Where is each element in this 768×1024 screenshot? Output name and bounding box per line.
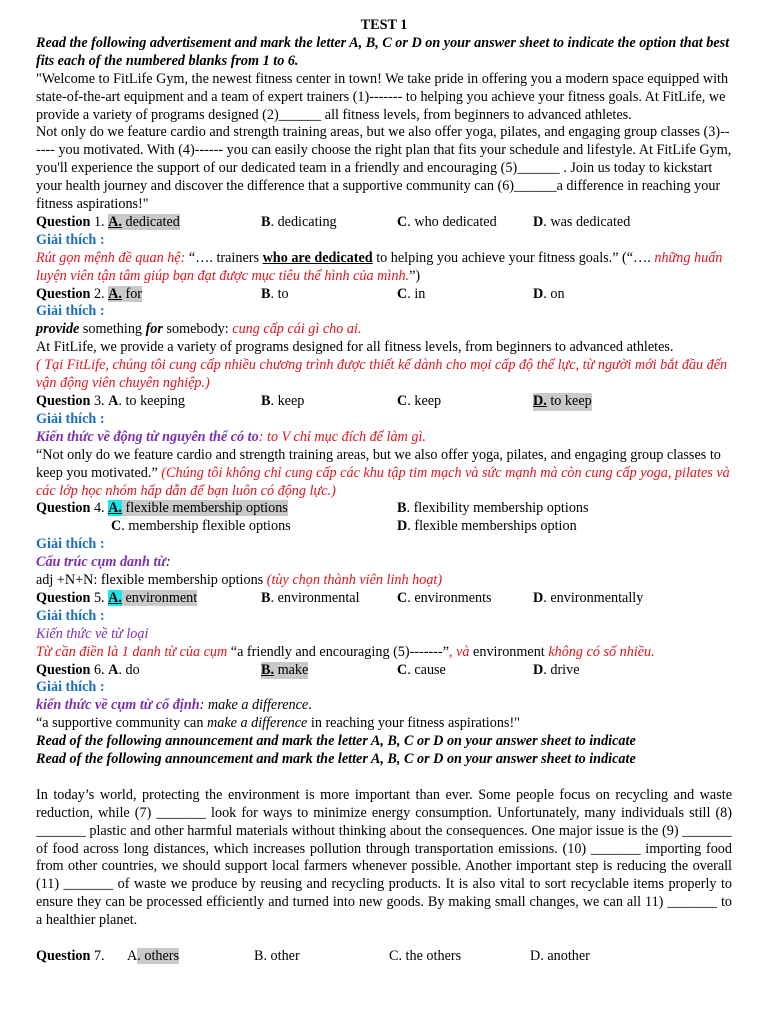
explanation-heading: Giải thích : [36, 679, 105, 696]
question-1: Question 1. A. dedicated B. dedicating C. who dedicated D. was dedicated [36, 213, 631, 230]
option-c[interactable]: C. keep [397, 393, 442, 409]
question-7: Question 7. A. others B. other C. the others D. another [36, 947, 590, 964]
explanation-heading: Giải thích : [36, 536, 105, 553]
option-a[interactable]: A. others [127, 947, 180, 964]
option-a[interactable]: A. for [108, 285, 143, 302]
test-title: TEST 1 [360, 17, 408, 33]
option-b[interactable]: B. dedicating [261, 213, 337, 230]
q6-explanation-rule: kiến thức về cụm từ cố định: make a difference. [36, 697, 312, 714]
explanation-heading: Giải thích : [36, 231, 105, 248]
option-b[interactable]: B. flexibility membership options [397, 500, 589, 517]
option-a[interactable]: A. dedicated [108, 213, 180, 230]
question-5: Question 5. A. environment B. environmental C. environments D. environmentally [36, 589, 644, 606]
q5-explanation-heading: Kiến thức về từ loại [36, 625, 149, 642]
passage-1-para-1: "Welcome to FitLife Gym, the newest fitness center in town! We take pride in offering you a modern space equipped with state-of-the-art equipment and a team of expert trainers (1)------- to helping you achieve your fitness goals. At FitLife, we provide a variety of programs designed (2)______ all fitness levels, from beginners to advanced athletes. [36, 70, 729, 123]
option-a[interactable]: A. to keeping [108, 393, 185, 409]
passage-1-para-2: Not only do we feature cardio and strength training areas, but we also offer yoga, pilates, and engaging group classes (3)------ you motivated. With (4)------ you can easily choose the right plan that fits your schedule and lifestyle. At FitLife Gym, you'll experience the support of our dedicated team in a friendly and encouraging (5)______ . Join us today to kickstart your health journey and discover the difference that a supportive community can (6)______a difference in reaching your fitness aspirations!" [36, 124, 732, 213]
option-c[interactable]: C. who dedicated [397, 213, 497, 230]
option-c[interactable]: C. cause [397, 661, 446, 678]
option-b[interactable]: B. to [261, 285, 289, 302]
question-2: Question 2. A. for B. to C. in D. on [36, 285, 565, 302]
option-a[interactable]: A. do [108, 661, 140, 678]
option-b[interactable]: B. other [254, 947, 300, 964]
question-6: Question 6. A. do B. make C. cause D. drive [36, 661, 580, 678]
option-d[interactable]: D. environmentally [533, 589, 644, 606]
q4-explanation-heading: Cấu trúc cụm danh từ: [36, 554, 171, 571]
q3-explanation-text: “Not only do we feature cardio and strength training areas, but we also offer yoga, pilates, and engaging group classes to keep you motivated.” (Chúng tôi không chỉ cung cấp các khu tập tim mạch và sức mạnh mà còn cung cấp yoga, pilates và các lớp học nhóm hấp dẫn để bạn luôn có động lực.) [36, 446, 730, 499]
option-d[interactable]: D. flexible memberships option [397, 518, 577, 535]
option-d[interactable]: D. drive [533, 661, 580, 678]
q2-explanation-english: At FitLife, we provide a variety of programs designed for all fitness levels, from beginners to advanced athletes. [36, 339, 674, 356]
instruction-3: Read of the following announcement and mark the letter A, B, C or D on your answer sheet to indicate [36, 751, 636, 768]
option-c[interactable]: C. in [397, 285, 426, 302]
question-label: Question [36, 213, 91, 230]
explanation-heading: Giải thích : [36, 607, 105, 624]
question-3: Question 3. A. to keeping B. keep C. keep D. to keep [36, 393, 592, 409]
option-b[interactable]: B. make [261, 661, 309, 678]
question-4: Question 4. A. flexible membership options B. flexibility membership options [36, 500, 589, 517]
q4-explanation-rule: adj +N+N: flexible membership options (tùy chọn thành viên linh hoạt) [36, 572, 443, 589]
option-c[interactable]: C. environments [397, 589, 492, 606]
q2-explanation-vietnamese: ( Tại FitLife, chúng tôi cung cấp nhiều chương trình được thiết kế dành cho mọi cấp độ thể lực, từ người mới bắt đầu đến vận động viên chuyên nghiệp.) [36, 357, 728, 392]
instruction-1: Read the following advertisement and mark the letter A, B, C or D on your answer sheet to indicate the option that best fits each of the numbered blanks from 1 to 6. [36, 34, 730, 69]
explanation-heading: Giải thích : [36, 410, 105, 427]
explanation-heading: Giải thích : [36, 303, 105, 320]
option-b[interactable]: B. environmental [261, 589, 360, 606]
passage-2: In today’s world, protecting the environment is more important than ever. Some people focus on recycling and waste reduction, while (7) _______ look for ways to minimize energy consumption. Unfortunately, many individuals still (8) _______ plastic and other harmful materials without thinking about the consequences. One major issue is the (9) _______ of food across long distances, which increases pollution through transportation emissions. (10) _______ importing food from other countries, we should support local farmers whenever possible. Another important step is reducing the overall (11) _______ of waste we produce by reusing and recycling products. It is also vital to sort recyclable items properly to ensure they can be processed efficiently and turned into new goods. By making small changes, we can all 11) _______ to a healthier planet. [36, 786, 732, 929]
question-4-row-2 [36, 518, 732, 536]
document-page [36, 17, 732, 966]
option-d[interactable]: D. was dedicated [533, 213, 631, 230]
q1-explanation: Rút gọn mệnh đề quan hệ: “…. trainers who are dedicated to helping you achieve your fitness goals.” (“…. những huấn luyện viên tận tâm giúp bạn đạt được mục tiêu thể hình của mình.”) [36, 249, 723, 284]
spacer [36, 769, 732, 787]
q5-explanation-text: Từ cần điền là 1 danh từ của cụm “a friendly and encouraging (5)-------”, và environment không có số nhiều. [36, 643, 655, 660]
option-d[interactable]: D. on [533, 285, 565, 302]
option-c[interactable]: C. the others [389, 947, 462, 964]
instruction-2: Read of the following announcement and mark the letter A, B, C or D on your answer sheet to indicate [36, 733, 636, 750]
q2-explanation-rule: provide something for somebody: cung cấp cái gì cho ai. [36, 321, 362, 338]
option-b[interactable]: B. keep [261, 393, 305, 409]
option-c[interactable]: C. membership flexible options [111, 518, 291, 535]
option-a[interactable]: A. flexible membership options [108, 500, 288, 517]
option-d[interactable]: D. to keep [533, 393, 592, 409]
option-d[interactable]: D. another [530, 947, 590, 964]
option-a[interactable]: A. environment [108, 589, 198, 606]
q3-explanation-rule: Kiến thức về động từ nguyên thể có to: to V chỉ mục đích để làm gì. [36, 428, 426, 445]
q6-explanation-text: “a supportive community can make a difference in reaching your fitness aspirations!" [36, 715, 520, 732]
spacer [36, 930, 732, 948]
